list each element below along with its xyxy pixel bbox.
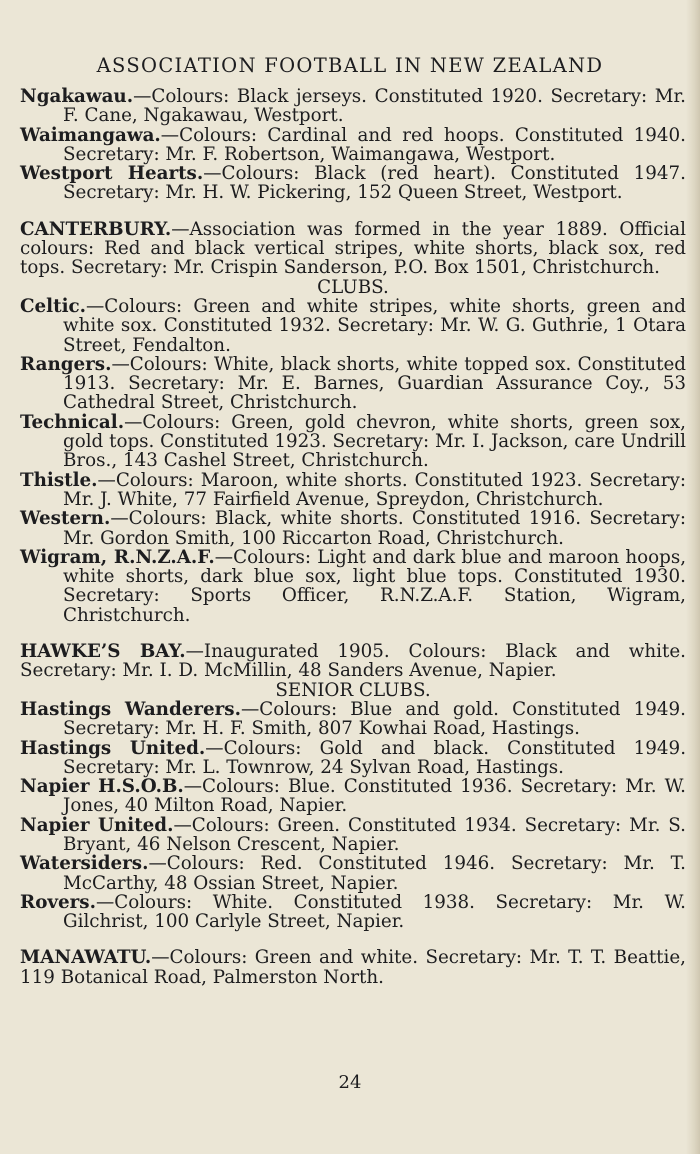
club-entry-wigram bbox=[20, 548, 686, 625]
section-gap bbox=[20, 931, 686, 948]
clubs-heading: CLUBS. bbox=[317, 276, 389, 298]
club-details: —Colours: Green. Constituted 1934. Secretary: Mr. S. Bryant, 46 Nelson Crescent, Napier. bbox=[63, 814, 686, 855]
club-name: Wigram, R.N.Z.A.F. bbox=[20, 546, 215, 568]
club-details: —Colours: Maroon, white shorts. Constituted 1923. Secretary: Mr. J. White, 77 Fairfield Avenue, Spreydon, Christchurch. bbox=[63, 469, 686, 510]
club-entry-technical bbox=[20, 413, 686, 471]
club-details: —Colours: Black jerseys. Constituted 1920. Secretary: Mr. F. Cane, Ngakawau, Westport. bbox=[63, 86, 686, 127]
club-entry-western bbox=[20, 509, 686, 548]
club-name: Technical. bbox=[20, 411, 125, 433]
club-entry-westport-hearts bbox=[20, 164, 686, 203]
association-name: CANTERBURY. bbox=[20, 218, 172, 240]
club-details: —Colours: Blue. Constituted 1936. Secretary: Mr. W. Jones, 40 Milton Road, Napier. bbox=[63, 776, 686, 817]
club-name: Ngakawau. bbox=[20, 86, 134, 107]
club-details: —Colours: Green, gold chevron, white shorts, green sox, gold tops. Constituted 1923. Secretary: Mr. I. Jackson, care Undrill Bros., 143 Cashel Street, Christchurch. bbox=[63, 411, 686, 472]
association-name: HAWKE’S BAY. bbox=[20, 641, 186, 663]
club-entry-celtic bbox=[20, 297, 686, 355]
club-details: —Colours: Blue and gold. Constituted 1949. Secretary: Mr. H. F. Smith, 807 Kowhai Road, Hastings. bbox=[63, 698, 686, 740]
club-entry-ngakawau bbox=[20, 87, 686, 126]
club-name: Hastings Wanderers. bbox=[20, 698, 241, 720]
club-entry-thistle bbox=[20, 471, 686, 510]
association-details: —Colours: Green and white. Secretary: Mr. T. T. Beattie, 119 Botanical Road, Palmerston North. bbox=[20, 947, 686, 988]
club-entry-waimangawa bbox=[20, 126, 686, 165]
club-name: Rovers. bbox=[20, 891, 96, 913]
association-manawatu bbox=[20, 948, 686, 987]
association-name: MANAWATU. bbox=[20, 947, 152, 969]
club-details: —Colours: Gold and black. Constituted 1949. Secretary: Mr. L. Townrow, 24 Sylvan Road, Hastings. bbox=[63, 737, 687, 778]
club-entry-hastings-wanderers bbox=[20, 700, 686, 739]
senior-clubs-heading: SENIOR CLUBS. bbox=[275, 679, 431, 701]
club-entry-rovers bbox=[20, 893, 686, 932]
club-entry-rangers bbox=[20, 355, 686, 413]
association-canterbury bbox=[20, 220, 686, 278]
page-number: 24 bbox=[338, 1072, 362, 1093]
club-entry-napier-hsob bbox=[20, 777, 686, 816]
club-details: —Colours: Cardinal and red hoops. Constituted 1940. Secretary: Mr. F. Robertson, Waimangawa, Westport. bbox=[63, 124, 686, 165]
club-name: Celtic. bbox=[20, 295, 87, 317]
club-details: —Colours: Light and dark blue and maroon hoops, white shorts, dark blue sox, light blue tops. Constituted 1930. Secretary: Sports Officer, R.N.Z.A.F. Station, Wigram, Christchurch. bbox=[63, 546, 687, 626]
club-name: Napier United. bbox=[20, 814, 174, 836]
club-details: —Colours: Green and white stripes, white shorts, green and white sox. Constituted 1932. Secretary: Mr. W. G. Guthrie, 1 Otara Street, Fendalton. bbox=[63, 295, 686, 356]
association-hawkes-bay bbox=[20, 642, 686, 681]
club-name: Thistle. bbox=[20, 469, 98, 491]
club-entry-hastings-united bbox=[20, 739, 686, 778]
club-name: Waimangawa. bbox=[20, 124, 161, 146]
section-gap bbox=[20, 203, 686, 220]
club-details: —Colours: Black (red heart). Constituted 1947. Secretary: Mr. H. W. Pickering, 152 Queen Street, Westport. bbox=[63, 163, 686, 204]
running-head: ASSOCIATION FOOTBALL IN NEW ZEALAND bbox=[96, 54, 604, 77]
text-column bbox=[20, 87, 686, 987]
club-details: —Colours: Black, white shorts. Constituted 1916. Secretary: Mr. Gordon Smith, 100 Riccarton Road, Christchurch. bbox=[63, 508, 686, 549]
club-details: —Colours: Red. Constituted 1946. Secretary: Mr. T. McCarthy, 48 Ossian Street, Napier. bbox=[63, 853, 686, 894]
page-edge bbox=[686, 0, 700, 1154]
club-entry-napier-united bbox=[20, 816, 686, 855]
club-name: Napier H.S.O.B. bbox=[20, 776, 184, 798]
association-details: —Association was formed in the year 1889. Official colours: Red and black vertical stripes, white shorts, black sox, red tops. Secretary: Mr. Crispin Sanderson, P.O. Box 1501, Christchurch. bbox=[20, 218, 686, 279]
club-name: Hastings United. bbox=[20, 737, 206, 759]
club-entry-watersiders bbox=[20, 854, 686, 893]
club-name: Rangers. bbox=[20, 353, 112, 375]
club-name: Westport Hearts. bbox=[20, 163, 204, 185]
club-details: —Colours: White, black shorts, white topped sox. Constituted 1913. Secretary: Mr. E. Barnes, Guardian Assurance Coy., 53 Cathedral Street, Christchurch. bbox=[63, 353, 686, 414]
club-name: Watersiders. bbox=[20, 853, 149, 875]
club-details: —Colours: White. Constituted 1938. Secretary: Mr. W. Gilchrist, 100 Carlyle Street, Napier. bbox=[63, 891, 686, 933]
club-name: Western. bbox=[20, 508, 111, 530]
association-details: —Inaugurated 1905. Colours: Black and white. Secretary: Mr. I. D. McMillin, 48 Sanders Avenue, Napier. bbox=[20, 641, 686, 682]
section-gap bbox=[20, 625, 686, 642]
